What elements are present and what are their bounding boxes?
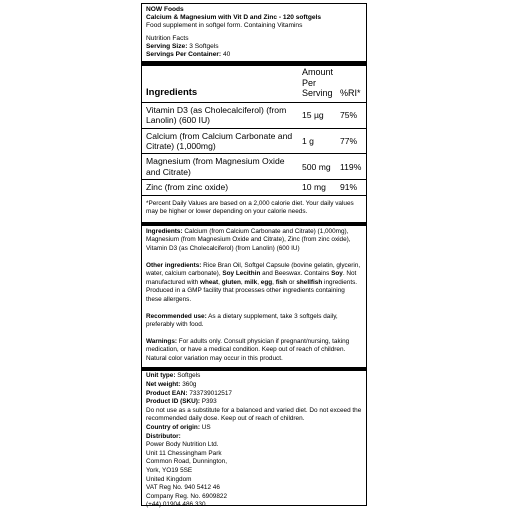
unit-type-value: Softgels	[175, 372, 201, 380]
serving-size-value: 3 Softgels	[187, 42, 219, 50]
product-info-section	[146, 371, 362, 510]
servings-value: 40	[221, 51, 231, 59]
nutrient-ri: 75%	[340, 109, 358, 120]
distributor-line: (+44) 01904 486 330	[146, 501, 206, 509]
nutrient-name: Zinc (from zinc oxide)	[146, 182, 229, 193]
ean-label: Product EAN:	[146, 389, 188, 397]
allergen-shellfish: shellfish	[296, 278, 323, 286]
nutrition-facts-heading: Nutrition Facts	[146, 34, 189, 42]
unit-type	[146, 372, 362, 381]
sku-label: Product ID (SKU):	[146, 398, 200, 406]
other-ingredients-label: Other ingredients:	[146, 261, 202, 269]
ingredients-label: Ingredients:	[146, 227, 183, 235]
product-sku	[146, 398, 362, 407]
other-text: . Not manufactured with	[146, 270, 357, 286]
column-ri: %RI*	[340, 88, 361, 99]
nutrient-amount: 500 mg	[302, 161, 331, 172]
origin-value: US	[199, 424, 211, 432]
table-header	[146, 66, 362, 102]
allergen-fish: fish	[275, 278, 288, 286]
origin-label: Country of origin:	[146, 424, 200, 432]
other-text: ,	[218, 278, 222, 286]
other-ingredients-paragraph	[146, 262, 362, 305]
other-text: and Beeswax. Contains	[260, 270, 332, 278]
supplement-label	[141, 3, 367, 509]
other-text: Rice Bran Oil, Softgel Capsule (bovine gelatin, glycerin, water, calcium carbonate),	[146, 261, 361, 278]
net-weight-value: 360g	[180, 381, 197, 389]
nutrient-name: Magnesium (from Magnesium Oxide and Citrate)	[146, 156, 285, 177]
allergen-milk: milk	[244, 278, 258, 286]
column-ingredients: Ingredients	[146, 87, 198, 99]
ingredients-text: Calcium (from Calcium Carbonate and Citrate) (1,000mg), Magnesium (from Magnesium Oxide and Citrate), Zinc (from zinc oxide), Vitamin D3 (as Cholecalciferol) (from Lanolin) (600 IU)	[146, 227, 351, 252]
nutrient-amount: 15 µg	[302, 109, 324, 120]
distributor-label: Distributor:	[146, 432, 181, 440]
distributor-line: United Kingdom	[146, 475, 192, 483]
country-of-origin	[146, 424, 362, 433]
ean-value: 733739012517	[187, 389, 232, 397]
table-row	[142, 128, 366, 154]
net-weight	[146, 381, 362, 390]
ingredients-paragraph	[146, 228, 362, 254]
serving-size-label: Serving Size:	[146, 42, 188, 50]
nutrient-amount: 10 mg	[302, 182, 326, 193]
recommended-use-paragraph	[146, 313, 362, 330]
sku-value: P393	[199, 398, 217, 406]
servings-label: Servings Per Container:	[146, 51, 222, 59]
label-header	[146, 6, 362, 59]
nutrient-name: Vitamin D3 (as Cholecalciferol) (from Lanolin) (600 IU)	[146, 104, 287, 126]
other-text: ,	[240, 278, 245, 286]
nutrient-name: Calcium (from Calcium Carbonate and Citrate) (1,000mg)	[146, 130, 293, 151]
recommended-use-text: As a dietary supplement, take 3 softgels daily, preferably with food.	[146, 312, 338, 329]
distributor-line: York, YO19 5SE	[146, 467, 193, 474]
net-weight-label: Net weight:	[146, 381, 181, 389]
other-text: ,	[257, 278, 261, 286]
nutrient-amount: 1 g	[302, 135, 314, 146]
column-amount: Amount Per Serving	[302, 67, 334, 99]
allergen-gluten: gluten	[221, 278, 241, 286]
product-description: Food supplement in softgel form. Containing Vitamins	[146, 22, 303, 30]
nutrient-ri: 91%	[340, 182, 358, 193]
product-ean	[146, 390, 362, 399]
distributor-line: Company Reg. No. 6909822	[146, 492, 228, 500]
table-row	[142, 153, 366, 179]
warnings-text: For adults only. Consult physician if pregnant/nursing, taking medication, or have a medical condition. Keep out of reach of children. Natural color variation may occur in this product.	[146, 337, 350, 362]
distributor-line: Common Road, Dunnington,	[146, 458, 227, 466]
table-row	[142, 179, 366, 194]
recommended-use-label: Recommended use:	[146, 312, 207, 320]
distributor-line: Power Body Nutrition Ltd.	[146, 441, 219, 449]
warnings-label: Warnings:	[146, 337, 178, 345]
ingredients-section	[146, 226, 362, 364]
distributor-line: VAT Reg No. 940 5412 46	[146, 484, 220, 492]
unit-type-label: Unit type:	[146, 372, 176, 380]
brand-name: NOW Foods	[146, 6, 184, 13]
other-text: ingredients. Produced in a GMP facility that processes other ingredients containing these allergens.	[146, 278, 358, 303]
nutrient-ri: 119%	[340, 161, 362, 172]
daily-values-footnote: *Percent Daily Values are based on a 2,000 calorie diet. Your daily values may be higher or lower depending on your calorie needs.	[146, 199, 354, 216]
other-text: ,	[272, 278, 276, 286]
allergen-soy-lecithin: Soy Lecithin	[222, 270, 261, 278]
other-text: or	[287, 278, 297, 286]
serving-size	[146, 43, 362, 51]
allergen-soy: Soy	[331, 270, 343, 278]
allergen-egg: egg	[260, 278, 273, 286]
table-row	[142, 102, 366, 128]
nutrient-ri: 77%	[340, 135, 358, 146]
product-title: Calcium & Magnesium with Vit D and Zinc - 120 softgels	[146, 14, 322, 22]
servings-per-container	[146, 51, 362, 59]
warnings-paragraph	[146, 338, 362, 364]
allergen-wheat: wheat	[200, 278, 219, 286]
disclaimer: Do not use as a substitute for a balanced and varied diet. Do not exceed the recommended daily dose. Keep out of reach of children.	[146, 406, 362, 423]
distributor-line: Unit 11 Chessingham Park	[146, 449, 222, 457]
